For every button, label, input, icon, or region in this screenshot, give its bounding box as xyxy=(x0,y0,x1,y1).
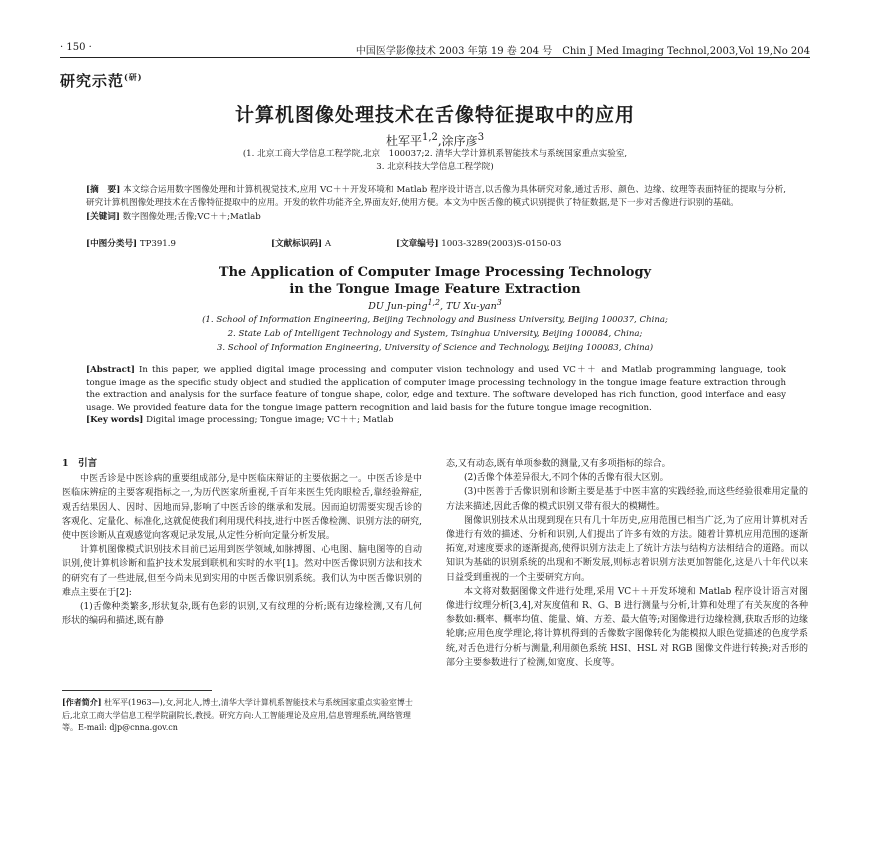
section-label: 研究示范$^{(研)}$ xyxy=(60,72,143,90)
affiliation-line: 3. 北京科技大学信息工程学院) xyxy=(376,162,494,172)
paragraph: 态,又有动态,既有单项参数的测量,又有多项指标的综合。 xyxy=(446,459,671,469)
abstract-text: In this paper, we applied digital image processing and computer vision technology and used VC＋＋ and Matlab programming language, took tongue image as the specific study object and studied the application of computer image processing technology in the tongue image feature extraction through the extraction and analysis for the surface feature of tongue shape, color, edge and texture. The software developed has rich function, good interface and easy usage. We provided feature data for the tongue image pattern recognition and laid basis for the future tongue image recognition. xyxy=(86,365,787,413)
affiliation-line: (1. 北京工商大学信息工程学院,北京 100037;2. 清华大学计算机系智能技术与系统国家重点实验室, xyxy=(242,149,628,159)
affiliations-english xyxy=(0,313,870,355)
keywords-label: [关键词] xyxy=(86,211,120,222)
keywords-text: Digital image processing; Tongue image; VC＋＋; Matlab xyxy=(146,415,394,426)
abstract-chinese xyxy=(86,184,786,224)
footnote-label: [作者简介] xyxy=(62,697,102,707)
running-header xyxy=(60,40,810,58)
paragraph: 计算机图像模式识别技术目前已运用到医学领域,如脉搏图、心电图、脑电图等的自动识别,使计算机诊断和监护技术发展到联机和实时的水平[1]。然对中医舌像识别方法和技术的研究有了一些进展,但至今尚未见到实用的中医舌像识别系统。我们认为中医舌像识别的难点主要在于[2]: xyxy=(62,545,422,598)
author-footnote xyxy=(62,696,422,735)
keywords-text: 数字图像处理;舌像;VC＋＋;Matlab xyxy=(122,211,261,222)
body-column-left xyxy=(62,457,422,628)
header-rule xyxy=(60,57,810,58)
paragraph: 本文将对数据图像文件进行处理,采用 VC＋＋开发环境和 Matlab 程序设计语言对图像进行纹理分析[3,4],对灰度值和 R、G、B 进行测量与分析,计算和处理了有关灰度的各种参数如:概率、概率均值、能量、熵、方差、最大值等;对图像进行边缘检测,获取舌形的边缘轮廓;应用色度学理论,将计算机得到的舌像数字图像转化为能模拟人眼色觉描述的色度学系统,对舌色进行分析与测量,利用颜色系统 HSI、HSL 对 RGB 图像文件进行转换;对舌形的部分主要参数进行了检测,如宽度、长度等。 xyxy=(446,586,808,668)
paragraph: 中医舌诊是中医诊病的重要组成部分,是中医临床辩证的主要依据之一。中医舌诊是中医临床辨症的主要客观指标之一,为历代医家所重视,千百年来医生凭肉眼检舌,靠经验辩症,观舌结果因人、因时、因地而异,影响了中医舌诊的继承和发展。因而迫切需要实现舌诊的客观化、定量化、标准化,这就促使我们利用现代科技,进行中医舌像检测、识别方法的研究,使中医诊断从直观感觉向客观记录发展,从定性分析向定量分析发展。 xyxy=(62,474,422,542)
abstract-text: 本文综合运用数字图像处理和计算机视觉技术,应用 VC＋＋开发环境和 Matlab 程序设计语言,以舌像为具体研究对象,通过舌形、颜色、边缘、纹理等表面特征的提取与分析,研究计算机图像处理技术在舌像特征提取中的应用。开发的软件功能齐全,界面友好,使用方便。本文为中医舌像的模式识别提供了特征数据,是下一步对舌像进行识别的基础。 xyxy=(86,185,786,209)
title-english: The Application of Computer Image Processing Technology in the Tongue Image Feature Extraction xyxy=(218,265,652,297)
authors-english: DU Jun-ping$^{1,2}$, TU Xu-yan$^3$ xyxy=(368,298,502,313)
paragraph: (1)舌像种类繁多,形状复杂,既有色彩的识别,又有纹理的分析;既有边缘检测,又有几何形状的编码和描述,既有静 xyxy=(62,602,422,627)
affiliations-chinese xyxy=(0,148,870,174)
paragraph: 图像识别技术从出现到现在只有几十年历史,应用范围已相当广泛,为了应用计算机对舌像进行有效的描述、分析和识别,人们提出了许多有效的方法。随着计算机应用范围的逐渐拓宽,对速度要求的逐渐提高,使得识别方法走上了统计方法与结构方法相结合的道路。而以知识为基础的识别系统的出现和不断发展,则标志着识别方法更加智能化,这是八十年代以来日益受到重视的一个主要研究方向。 xyxy=(446,515,808,583)
abstract-label: [Abstract] xyxy=(86,365,135,375)
page-number: · 150 · xyxy=(60,42,92,53)
section-heading: 1 引言 xyxy=(62,458,98,469)
affiliation-line: 3. School of Information Engineering, University of Science and Technology, Beijing 100083, China) xyxy=(216,343,654,353)
affiliation-line: 2. State Lab of Intelligent Technology and System, Tsinghua University, Beijing 100084, China; xyxy=(227,329,643,339)
footnote-text: 杜军平(1963—),女,河北人,博士,清华大学计算机系智能技术与系统国家重点实验室博士后,北京工商大学信息工程学院副院长,教授。研究方向:人工智能理论及应用,信息管理系统,网络管理等。E-mail: djp@cnna.gov.cn xyxy=(62,698,413,732)
journal-citation: 中国医学影像技术 2003 年第 19 卷 204 号 Chin J Med Imaging Technol,2003,Vol 19,No 204 xyxy=(355,46,810,57)
doc-code: A xyxy=(324,239,332,249)
authors-chinese: 杜军平$^{1,2}$,涂序彦$^3$ xyxy=(385,132,485,148)
section-mark: (研) xyxy=(124,72,143,82)
paragraph: (2)舌像个体差异很大,不同个体的舌像有很大区别。 xyxy=(464,473,669,484)
abstract-label: [摘 要] xyxy=(86,185,121,195)
clc-number: TP391.9 xyxy=(139,239,176,249)
footnote-rule xyxy=(62,690,212,691)
title-chinese: 计算机图像处理技术在舌像特征提取中的应用 xyxy=(234,104,635,126)
article-number: 1003-3289(2003)S-0150-03 xyxy=(441,239,562,249)
paragraph: (3)中医善于舌像识别和诊断主要是基于中医丰富的实践经验,而这些经验很难用定量的方法来描述,因此舌像的模式识别又带有很大的模糊性。 xyxy=(446,487,808,512)
keywords-label: [Key words] xyxy=(86,415,144,426)
body-column-right xyxy=(446,457,808,670)
affiliation-line: (1. School of Information Engineering, Beijing Technology and Business University, Beijing 100037, China; xyxy=(202,315,668,325)
abstract-english xyxy=(86,364,786,427)
